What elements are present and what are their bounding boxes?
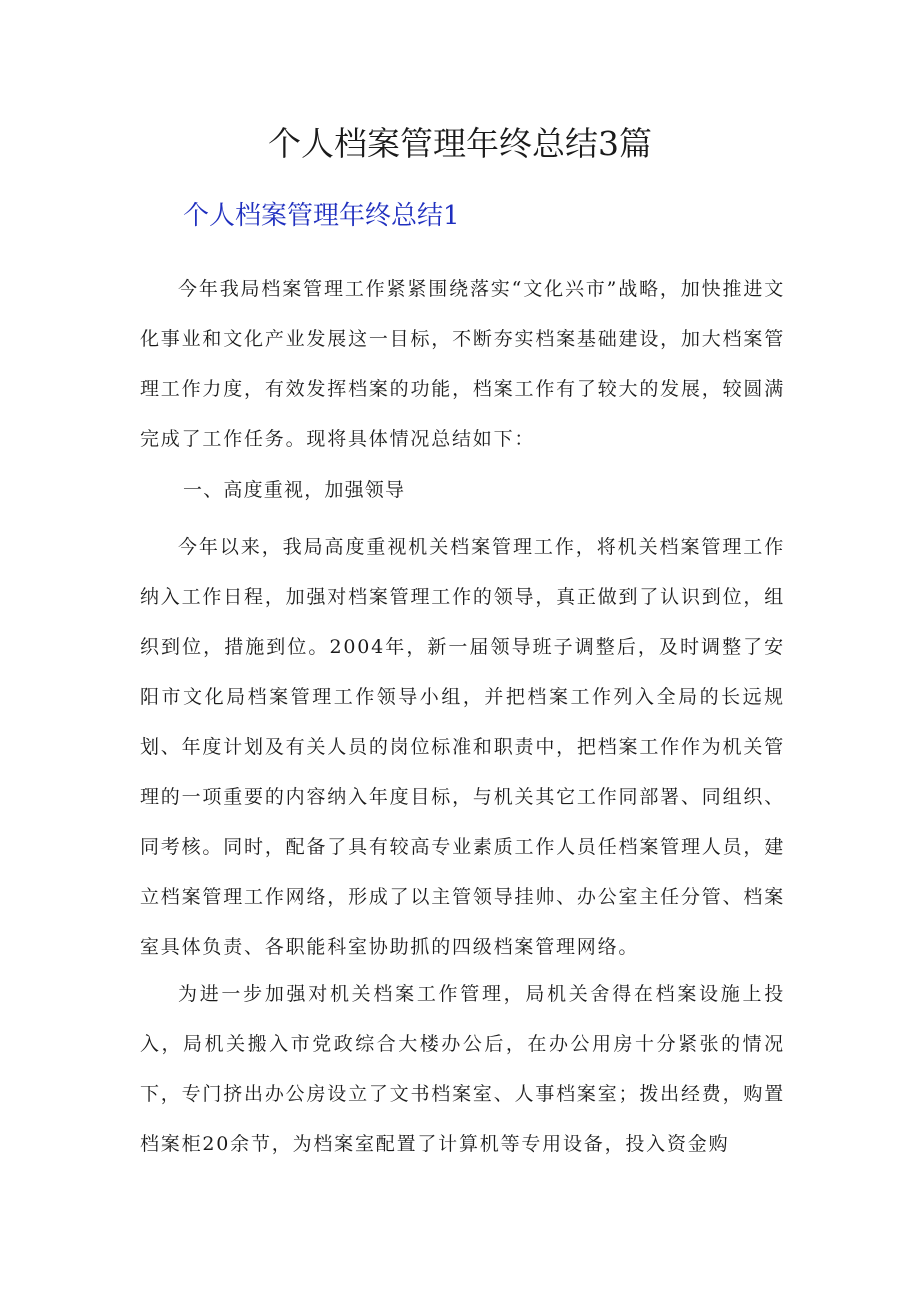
paragraph-intro: 今年我局档案管理工作紧紧围绕落实“文化兴市”战略，加快推进文化事业和文化产业发展这一目标，不断夯实档案基础建设，加大档案管理工作力度，有效发挥档案的功能，档案工作有了较大的发展，较圆满完成了工作任务。现将具体情况总结如下： bbox=[140, 278, 785, 450]
paragraph-facilities: 为进一步加强对机关档案工作管理，局机关舍得在档案设施上投入，局机关搬入市党政综合大楼办公后，在办公用房十分紧张的情况下，专门挤出办公房设立了文书档案室、人事档案室；拨出经费，购置档案柜20余节，为档案室配置了计算机等专用设备，投入资金购 bbox=[140, 983, 785, 1155]
subheading-leadership: 一、高度重视，加强领导 bbox=[183, 479, 406, 501]
section-title: 个人档案管理年终总结1 bbox=[183, 201, 460, 231]
document-title: 个人档案管理年终总结3篇 bbox=[268, 124, 652, 163]
paragraph-leadership: 今年以来，我局高度重视机关档案管理工作，将机关档案管理工作纳入工作日程，加强对档案管理工作的领导，真正做到了认识到位，组织到位，措施到位。2004年，新一届领导班子调整后，及时调整了安阳市文化局档案管理工作领导小组，并把档案工作列入全局的长远规划、年度计划及有关人员的岗位标准和职责中，把档案工作作为机关管理的一项重要的内容纳入年度目标，与机关其它工作同部署、同组织、同考核。同时，配备了具有较高专业素质工作人员任档案管理人员，建立档案管理工作网络，形成了以主管领导挂帅、办公室主任分管、档案室具体负责、各职能科室协助抓的四级档案管理网络。 bbox=[140, 536, 785, 958]
